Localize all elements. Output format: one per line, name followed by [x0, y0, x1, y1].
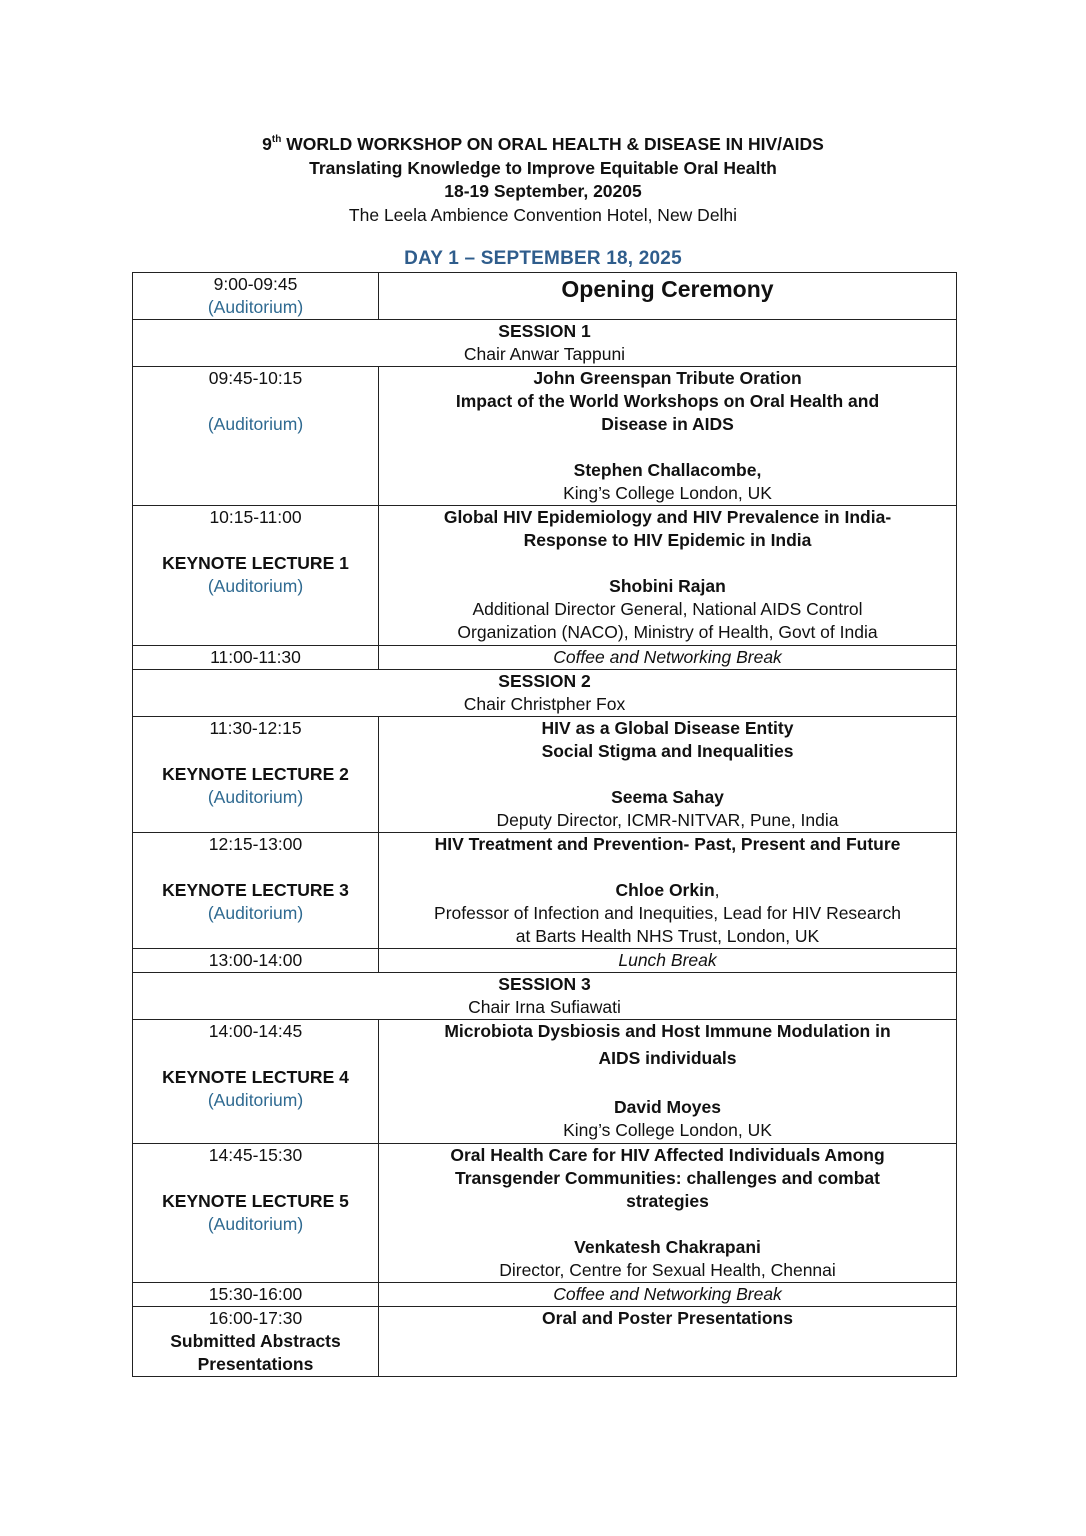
speaker-name: Shobini Rajan	[609, 576, 726, 596]
event-title: HIV Treatment and Prevention- Past, Present and Future	[434, 834, 901, 854]
lecture-label: KEYNOTE LECTURE 5	[162, 1191, 349, 1211]
session-name: SESSION 1	[498, 321, 591, 341]
session-cell	[133, 670, 957, 717]
speaker-suffix: ,	[714, 880, 720, 900]
event-cell	[379, 833, 957, 949]
speaker-affiliation: at Barts Health NHS Trust, London, UK	[515, 926, 820, 946]
time: 12:15-13:00	[208, 834, 303, 854]
document-header	[0, 133, 1086, 227]
abstracts-label: Submitted Abstracts	[170, 1331, 341, 1351]
workshop-subtitle: Translating Knowledge to Improve Equitable Oral Health	[309, 157, 777, 178]
session-cell	[133, 973, 957, 1020]
event-cell	[379, 506, 957, 646]
lecture-label: KEYNOTE LECTURE 1	[162, 553, 349, 573]
break-cell	[379, 949, 957, 973]
time-cell	[133, 1144, 379, 1283]
schedule-row-keynote-2	[133, 717, 957, 833]
workshop-name: WORLD WORKSHOP ON ORAL HEALTH & DISEASE IN HIV/AIDS	[281, 134, 824, 154]
event-cell	[379, 273, 957, 320]
schedule-row-oration	[133, 367, 957, 506]
venue: (Auditorium)	[207, 297, 304, 317]
venue: (Auditorium)	[207, 414, 304, 434]
time-cell	[133, 1020, 379, 1144]
speaker-line	[379, 879, 956, 902]
session-name: SESSION 2	[498, 671, 591, 691]
time: 13:00-14:00	[208, 950, 303, 970]
schedule-row-keynote-5	[133, 1144, 957, 1283]
session-header-2	[133, 670, 957, 717]
time-cell	[133, 367, 379, 506]
speaker-affiliation: King’s College London, UK	[563, 483, 772, 503]
session-header-1	[133, 320, 957, 367]
event-title: Oral Health Care for HIV Affected Individuals Among	[450, 1145, 885, 1165]
venue: (Auditorium)	[207, 787, 304, 807]
schedule-row-keynote-4	[133, 1020, 957, 1144]
event-cell	[379, 717, 957, 833]
time-cell	[133, 833, 379, 949]
time-cell	[133, 949, 379, 973]
speaker-affiliation: King’s College London, UK	[563, 1120, 772, 1140]
event-cell	[379, 1144, 957, 1283]
venue: (Auditorium)	[207, 1214, 304, 1234]
session-chair: Chair Irna Sufiawati	[468, 997, 621, 1017]
event-title: strategies	[626, 1191, 709, 1211]
schedule-table	[132, 272, 957, 1377]
time-cell	[133, 273, 379, 320]
lecture-label: KEYNOTE LECTURE 2	[162, 764, 349, 784]
time: 11:30-12:15	[209, 718, 302, 738]
event-title: HIV as a Global Disease Entity	[541, 718, 794, 738]
edition-number: 9	[262, 134, 272, 154]
venue: (Auditorium)	[207, 903, 304, 923]
time: 9:00-09:45	[213, 274, 298, 294]
time: 14:00-14:45	[208, 1021, 303, 1041]
session-chair: Chair Christpher Fox	[463, 694, 626, 714]
workshop-venue: The Leela Ambience Convention Hotel, New Delhi	[348, 204, 738, 225]
speaker-name: David Moyes	[614, 1097, 721, 1117]
time: 14:45-15:30	[208, 1145, 303, 1165]
event-subtitle: Disease in AIDS	[601, 414, 734, 434]
break-label: Coffee and Networking Break	[553, 647, 782, 667]
speaker-affiliation: Director, Centre for Sexual Health, Chennai	[499, 1260, 836, 1280]
edition-suffix: th	[271, 134, 282, 146]
break-cell	[379, 1283, 957, 1307]
schedule-row-keynote-1	[133, 506, 957, 646]
speaker-name: Stephen Challacombe,	[573, 460, 762, 480]
event-title: Microbiota Dysbiosis and Host Immune Modulation in	[444, 1021, 891, 1041]
speaker-affiliation: Additional Director General, National AIDS Control	[472, 599, 863, 619]
event-title: Global HIV Epidemiology and HIV Prevalence in India-	[443, 507, 892, 527]
schedule-row-abstracts	[133, 1307, 957, 1377]
speaker-affiliation: Organization (NACO), Ministry of Health, Govt of India	[457, 622, 878, 642]
session-cell	[133, 320, 957, 367]
time: 09:45-10:15	[208, 368, 303, 388]
schedule-row-opening	[133, 273, 957, 320]
event-subtitle: Impact of the World Workshops on Oral Health and	[455, 391, 880, 411]
time-cell	[133, 1307, 379, 1377]
time: 16:00-17:30	[208, 1308, 303, 1328]
speaker-name: Chloe Orkin	[615, 880, 715, 900]
event-title: AIDS individuals	[598, 1048, 737, 1068]
time: 15:30-16:00	[208, 1284, 303, 1304]
event-title: Opening Ceremony	[561, 276, 774, 302]
schedule-row-break-3	[133, 1283, 957, 1307]
schedule-row-keynote-3	[133, 833, 957, 949]
session-name: SESSION 3	[498, 974, 591, 994]
schedule-row-break-2	[133, 949, 957, 973]
time: 11:00-11:30	[210, 647, 301, 667]
session-header-3	[133, 973, 957, 1020]
workshop-dates: 18-19 September, 20205	[444, 181, 642, 201]
day-title: DAY 1 – SEPTEMBER 18, 2025	[404, 248, 682, 269]
break-cell	[379, 646, 957, 670]
speaker-name: Seema Sahay	[611, 787, 724, 807]
lecture-label: KEYNOTE LECTURE 4	[162, 1067, 349, 1087]
time-cell	[133, 646, 379, 670]
speaker-affiliation: Professor of Infection and Inequities, Lead for HIV Research	[434, 903, 901, 923]
break-label: Lunch Break	[618, 950, 717, 970]
speaker-affiliation: Deputy Director, ICMR-NITVAR, Pune, India	[496, 810, 839, 830]
event-title: Transgender Communities: challenges and combat	[455, 1168, 880, 1188]
time-cell	[133, 506, 379, 646]
workshop-title	[0, 133, 1086, 157]
time-cell	[133, 717, 379, 833]
event-cell	[379, 367, 957, 506]
lecture-label: KEYNOTE LECTURE 3	[162, 880, 349, 900]
event-cell	[379, 1020, 957, 1144]
speaker-name: Venkatesh Chakrapani	[574, 1237, 761, 1257]
event-title: Response to HIV Epidemic in India	[523, 530, 812, 550]
event-title: Oral and Poster Presentations	[542, 1308, 793, 1328]
break-label: Coffee and Networking Break	[553, 1284, 782, 1304]
event-cell	[379, 1307, 957, 1377]
time-cell	[133, 1283, 379, 1307]
session-chair: Chair Anwar Tappuni	[463, 344, 626, 364]
schedule-row-break-1	[133, 646, 957, 670]
time: 10:15-11:00	[209, 507, 302, 527]
event-subtitle: Social Stigma and Inequalities	[541, 741, 794, 761]
event-title: John Greenspan Tribute Oration	[533, 368, 802, 388]
venue: (Auditorium)	[207, 576, 304, 596]
abstracts-label: Presentations	[197, 1354, 314, 1374]
venue: (Auditorium)	[207, 1090, 304, 1110]
